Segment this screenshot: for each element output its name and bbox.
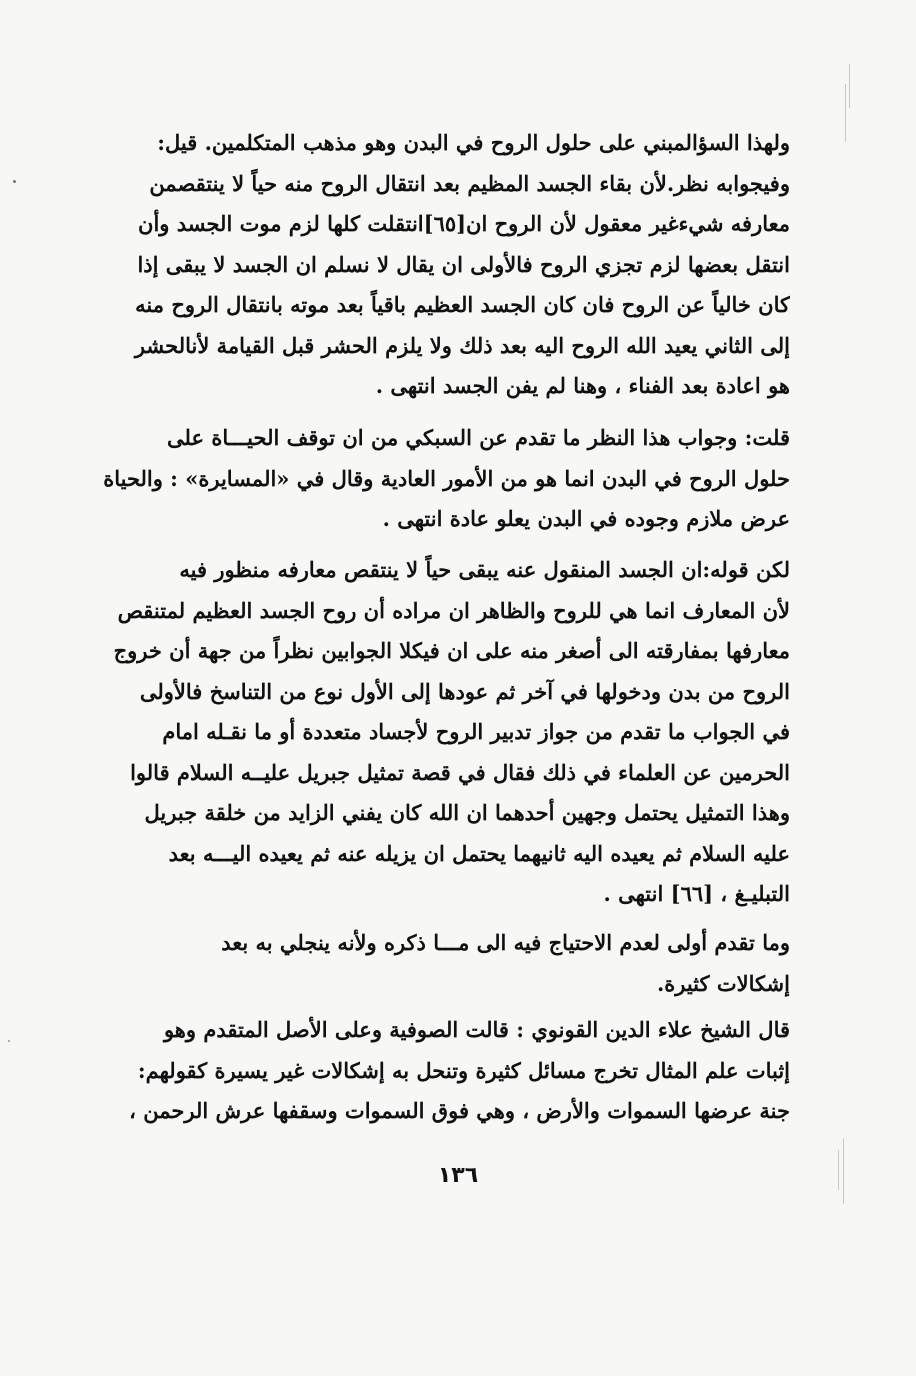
text-line: إلى الثاني يعيد الله الروح اليه بعد ذلك ولا يلزم الحشر قبل القيامة لأنالحشر xyxy=(134,332,790,358)
text-line: كان خالياً عن الروح فان كان الجسد العظيم باقياً بعد موته بانتقال الروح منه xyxy=(135,292,790,317)
text-line: عرض ملازم وجوده في البدن يعلو عادة انتهى . xyxy=(382,506,790,531)
text-line: ولهذا السؤالمبني على حلول الروح في البدن وهو مذهب المتكلمين. قيل: xyxy=(157,130,790,155)
paragraph-4 xyxy=(100,923,790,1004)
text-line: هو اعادة بعد الفناء ، وهنا لم يفن الجسد انتهى . xyxy=(375,373,790,398)
text-line: لكن قوله:ان الجسد المنقول عنه يبقى حياً لا ينتقص معارفه منظور فيه xyxy=(179,557,790,582)
text-line: إشكالات كثيرة. xyxy=(656,970,790,996)
text-line: قلت: وجواب هذا النظر ما تقدم عن السبكي من ان توقف الحيـــاة على xyxy=(167,425,790,450)
paragraph-3 xyxy=(100,550,790,915)
page-number: ١٣٦ xyxy=(437,1163,479,1188)
scan-speck xyxy=(13,180,16,183)
scan-artifact xyxy=(845,84,846,142)
text-line: في الجواب ما تقدم من جواز تدبير الروح لأجساد متعددة أو ما نقـله امام xyxy=(162,719,790,744)
scan-speck xyxy=(8,1040,10,1042)
paragraph-5 xyxy=(100,1010,790,1132)
text-line: عليه السلام ثم يعيده اليه ثانيهما يحتمل ان يزيله عنه ثم يعيده اليـــه بعد xyxy=(168,840,790,866)
text-line: معارفها بمفارقته الى أصغر منه على ان فيكلا الجوابين نظراً من جهة أن خروج xyxy=(113,638,790,663)
paragraph-1 xyxy=(100,123,790,407)
text-line: لأن المعارف انما هي للروح والظاهر ان مراده أن روح الجسد العظيم لمتنقص xyxy=(117,597,790,623)
text-line: الحرمين عن العلماء في ذلك فقال في قصة تمثيل جبريل عليــه السلام قالوا xyxy=(130,759,790,785)
text-line: جنة عرضها السموات والأرض ، وهي فوق السموات وسقفها عرش الرحمن ، xyxy=(129,1098,790,1123)
text-line: وما تقدم أولى لعدم الاحتياج فيه الى مـــا ذكره ولأنه ينجلي به بعد xyxy=(221,930,790,955)
text-line: الروح من بدن ودخولها في آخر ثم عودها إلى الأول نوع من التناسخ فالأولى xyxy=(139,678,790,704)
text-line: حلول الروح في البدن انما هو من الأمور العادية وقال في «المسايرة» : والحياة xyxy=(103,465,790,491)
text-line: وفيجوابه نظر.لأن بقاء الجسد المظيم بعد انتقال الروح منه حياً لا ينتقصمن xyxy=(149,170,790,196)
text-line: معارفه شيءغير معقول لأن الروح ان[٦٥]انتقلت كلها لزم موت الجسد وأن xyxy=(138,211,790,236)
scan-artifact xyxy=(849,64,850,108)
text-line: التبليـغ ، [٦٦] انتهى . xyxy=(603,881,790,906)
paragraph-2 xyxy=(100,418,790,540)
text-line: إثبات علم المثال تخرج مسائل كثيرة وتنحل به إشكالات غير يسيرة كقولهم: xyxy=(137,1057,790,1083)
text-line: انتقل بعضها لزم تجزي الروح فالأولى ان يقال لا نسلم ان الجسد لا يبقى إذا xyxy=(137,251,790,277)
text-line: قال الشيخ علاء الدين القونوي : قالت الصوفية وعلى الأصل المتقدم وهو xyxy=(163,1017,790,1042)
text-line: وهذا التمثيل يحتمل وجهين أحدهما ان الله كان يفني الزايد من خلقة جبريل xyxy=(144,800,790,825)
